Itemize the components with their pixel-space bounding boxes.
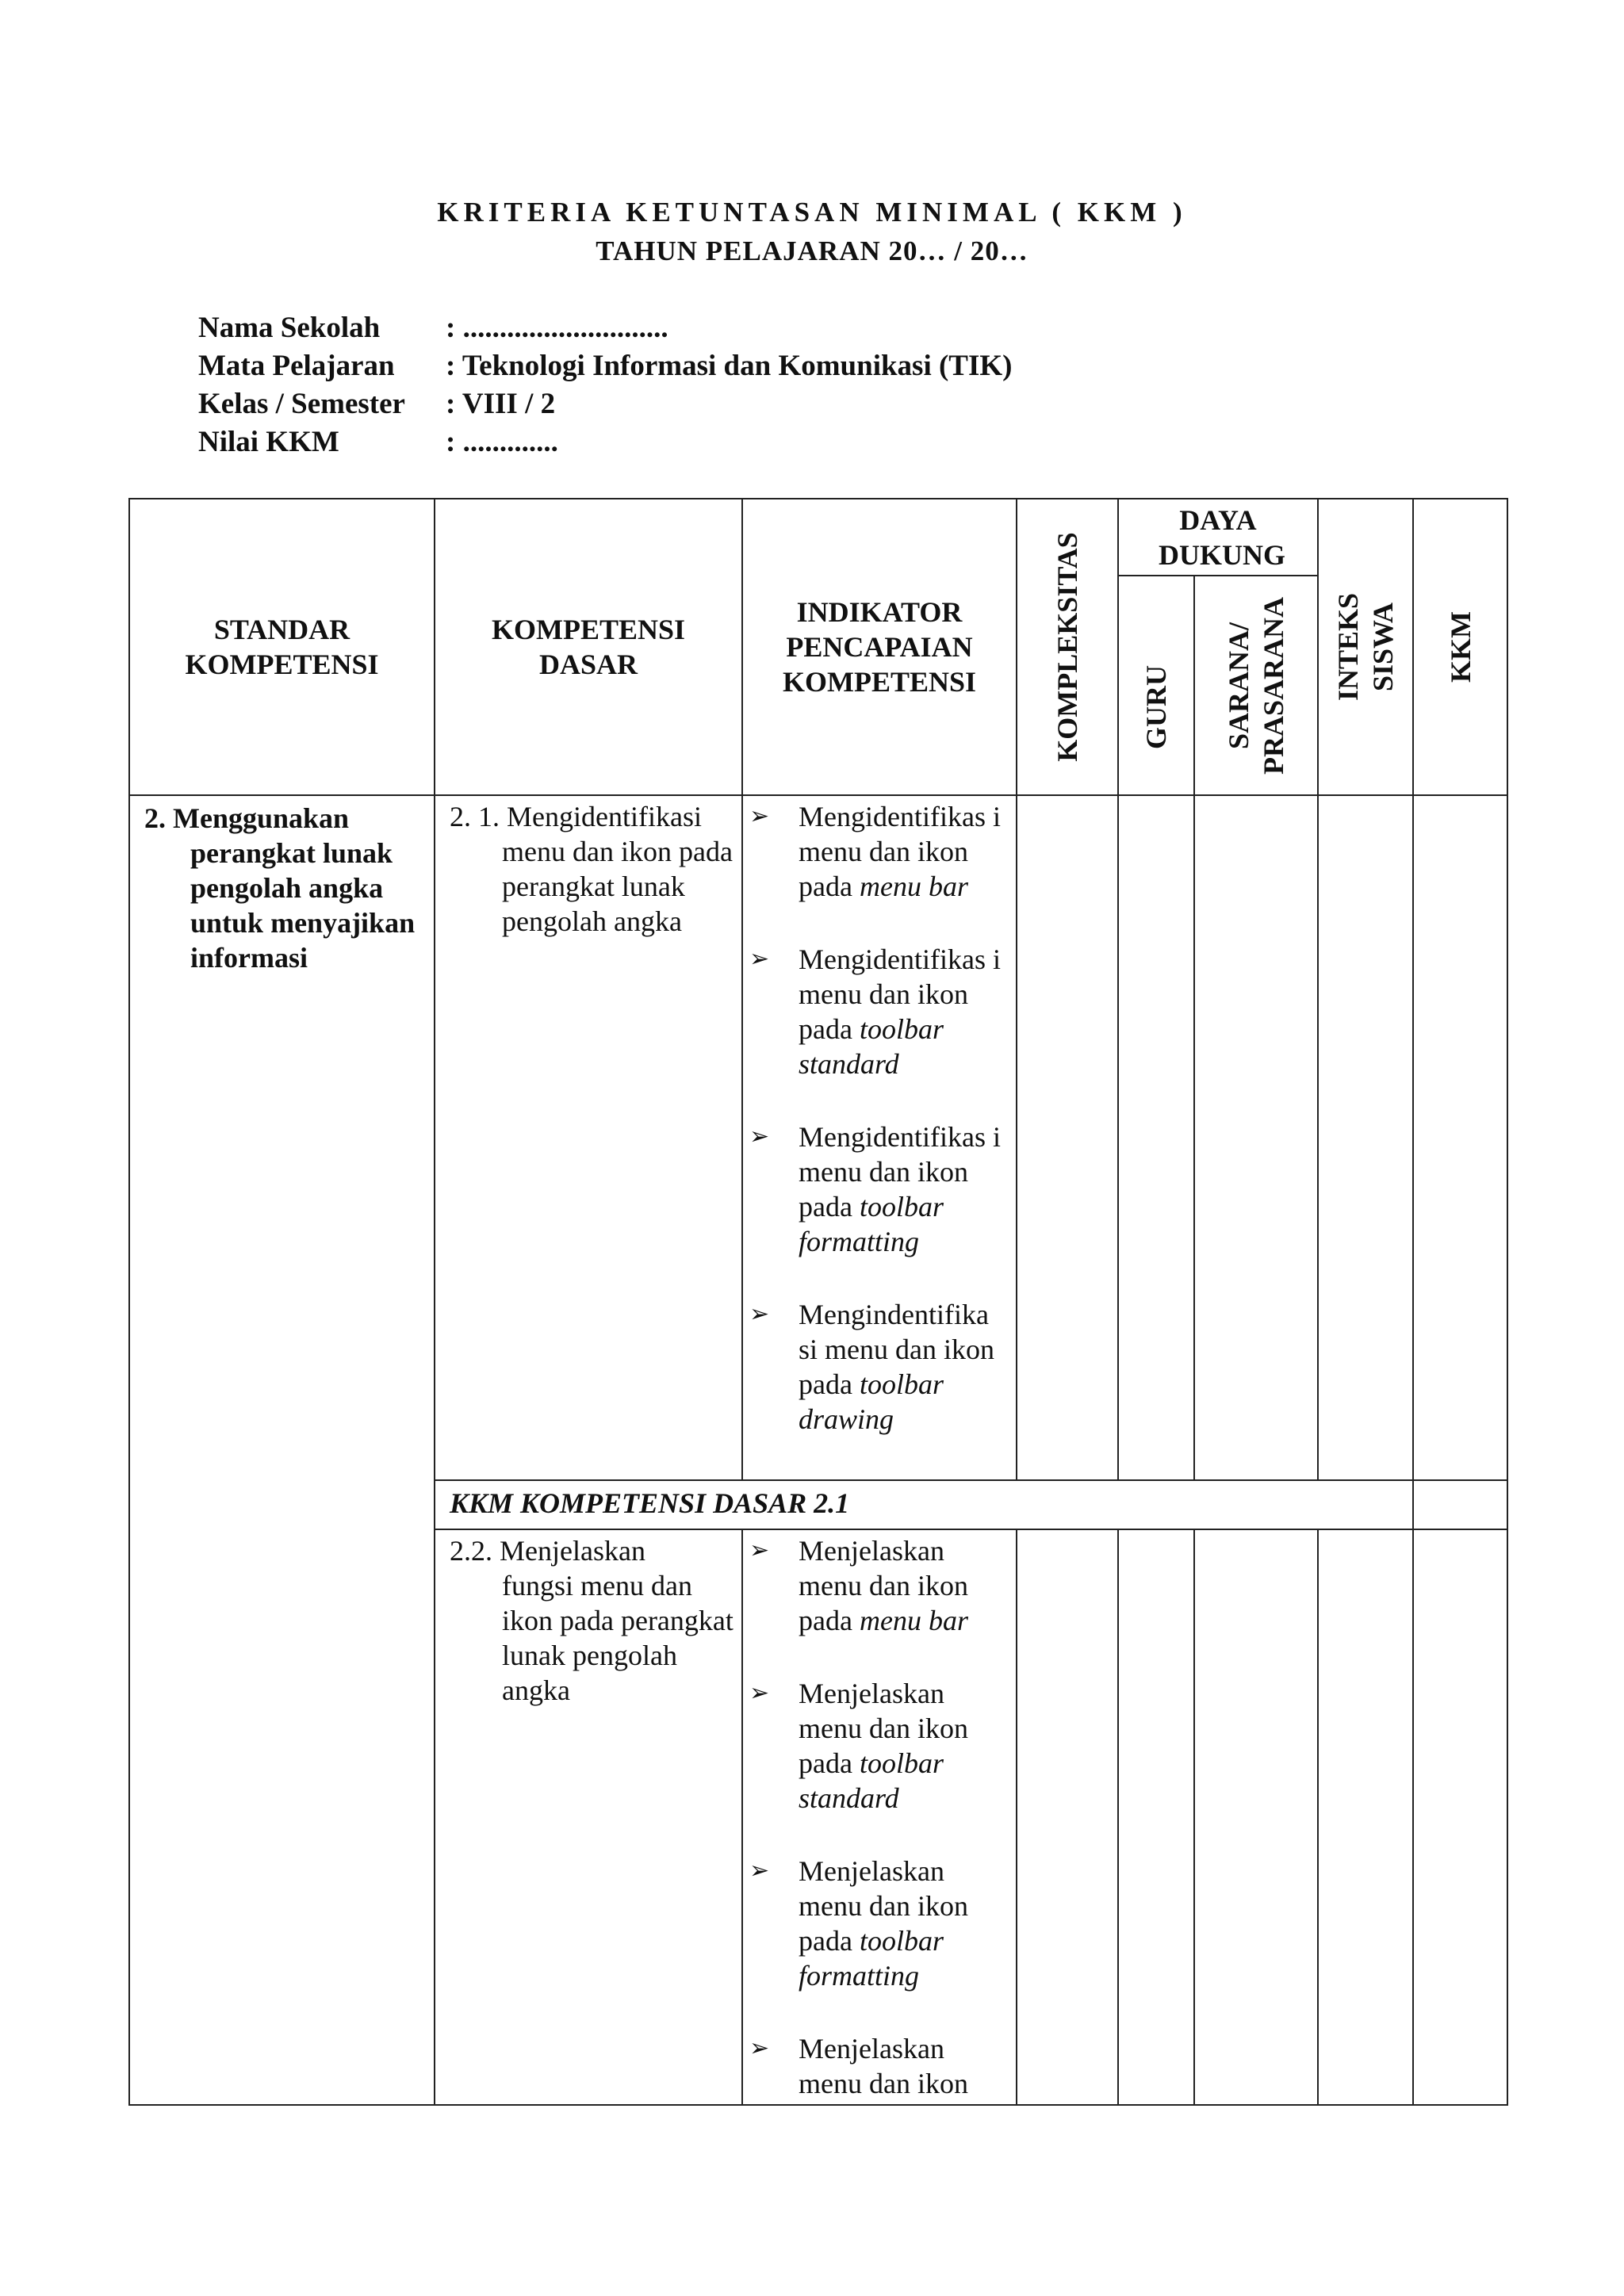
header-daya-dukung: DAYA DUKUNG [1118,499,1318,576]
info-value: : VIII / 2 [446,388,556,420]
header-kompetensi: KOMPETENSI DASAR [435,499,742,795]
indicator-italic: toolbar formatting [799,1191,944,1257]
kompetensi-dasar-cell [435,1529,742,2105]
indicator-text: Mengidentifikas i menu dan ikon pada [799,943,1001,1045]
inteks-value [1318,795,1413,1480]
arrow-bullet-icon: ➢ [749,946,770,972]
kd-text: fungsi menu dan ikon pada perangkat lunak pengolah angka [502,1570,733,1706]
kd-number: 2.2. Menjelaskan [450,1535,645,1567]
indicator-italic: toolbar standard [799,1747,944,1814]
indicator-italic: menu bar [859,1605,968,1636]
indikator-cell [742,795,1017,1480]
info-row-kkm [198,423,1013,461]
sarana-value [1194,1529,1318,2105]
info-label: Nama Sekolah [198,312,381,344]
standar-text: perangkat lunak pengolah angka untuk menyajikan informasi [190,837,416,974]
header-inteks-label: INTEKS SISWA [1332,592,1399,702]
indicator-item [749,1676,1011,1816]
info-row-school [198,309,1013,347]
standar-kompetensi-cell [129,795,435,2105]
info-label: Kelas / Semester [198,388,405,420]
kkm-summary-value [1413,1480,1507,1529]
table-row-kd1 [129,795,1507,1480]
indicator-item [749,799,1011,904]
indicator-italic: menu bar [859,871,968,902]
indicator-item [749,2031,1011,2101]
sarana-value [1194,795,1318,1480]
header-kompleksitas [1017,499,1118,795]
info-value: : ............................ [446,312,668,344]
header-indikator: INDIKATOR PENCAPAIAN KOMPETENSI [742,499,1017,795]
kompetensi-dasar-cell [435,795,742,1480]
indicator-text: Mengindentifika si menu dan ikon pada [799,1299,994,1400]
header-kompleksitas-label: KOMPLEKSITAS [1051,532,1083,762]
indicator-text: Mengidentifikas i menu dan ikon pada [799,1121,1001,1223]
header-kkm [1413,499,1507,795]
arrow-bullet-icon: ➢ [749,1537,770,1563]
indicator-text: Menjelaskan menu dan ikon pada [799,1678,968,1779]
info-label: Nilai KKM [198,426,339,458]
indicator-item [749,1533,1011,1638]
indicator-italic: toolbar standard [799,1013,944,1080]
document-subtitle: TAHUN PELAJARAN 20… / 20… [596,235,1028,266]
header-inteks [1318,499,1413,795]
kkm-summary-label: KKM KOMPETENSI DASAR 2.1 [435,1480,1413,1529]
arrow-bullet-icon: ➢ [749,2035,770,2061]
kompleksitas-value [1017,795,1118,1480]
kompleksitas-value [1017,1529,1118,2105]
guru-value [1118,795,1194,1480]
info-value: : Teknologi Informasi dan Komunikasi (TIK) [446,350,1013,382]
indicator-item [749,1854,1011,1993]
indicator-text: Menjelaskan menu dan ikon [799,2033,968,2099]
inteks-value [1318,1529,1413,2105]
kd-number: 2. 1. Mengidentifikasi [450,801,702,832]
kd-text: menu dan ikon pada perangkat lunak pengolah angka [502,836,733,937]
indicator-italic: toolbar drawing [799,1368,944,1435]
info-row-subject [198,347,1013,385]
document-title: KRITERIA KETUNTASAN MINIMAL ( KKM ) [437,197,1187,228]
header-kkm-label: KKM [1444,611,1477,683]
indicator-text: Menjelaskan menu dan ikon pada [799,1855,968,1957]
indicator-italic: toolbar formatting [799,1925,944,1992]
header-guru [1118,576,1194,795]
info-value: : ............. [446,426,558,458]
standar-number: 2. Menggunakan [144,802,350,834]
indicator-text: Menjelaskan menu dan ikon pada [799,1535,968,1636]
header-sarana [1194,576,1318,795]
indicator-item [749,1119,1011,1259]
kkm-value [1413,795,1507,1480]
header-sarana-label: SARANA/ PRASARANA [1223,596,1289,775]
header-row [129,499,1507,576]
indicator-text: Mengidentifikas i menu dan ikon pada [799,801,1001,902]
arrow-bullet-icon: ➢ [749,1680,770,1706]
kkm-table [128,498,1508,2106]
arrow-bullet-icon: ➢ [749,1301,770,1327]
kkm-value [1413,1529,1507,2105]
info-row-class [198,385,1013,423]
indicator-item [749,942,1011,1081]
info-label: Mata Pelajaran [198,350,395,382]
header-standar: STANDAR KOMPETENSI [129,499,435,795]
info-block [198,309,1013,461]
arrow-bullet-icon: ➢ [749,1858,770,1884]
arrow-bullet-icon: ➢ [749,1123,770,1150]
indikator-cell [742,1529,1017,2105]
guru-value [1118,1529,1194,2105]
indicator-item [749,1297,1011,1437]
arrow-bullet-icon: ➢ [749,803,770,829]
header-guru-label: GURU [1140,665,1172,749]
